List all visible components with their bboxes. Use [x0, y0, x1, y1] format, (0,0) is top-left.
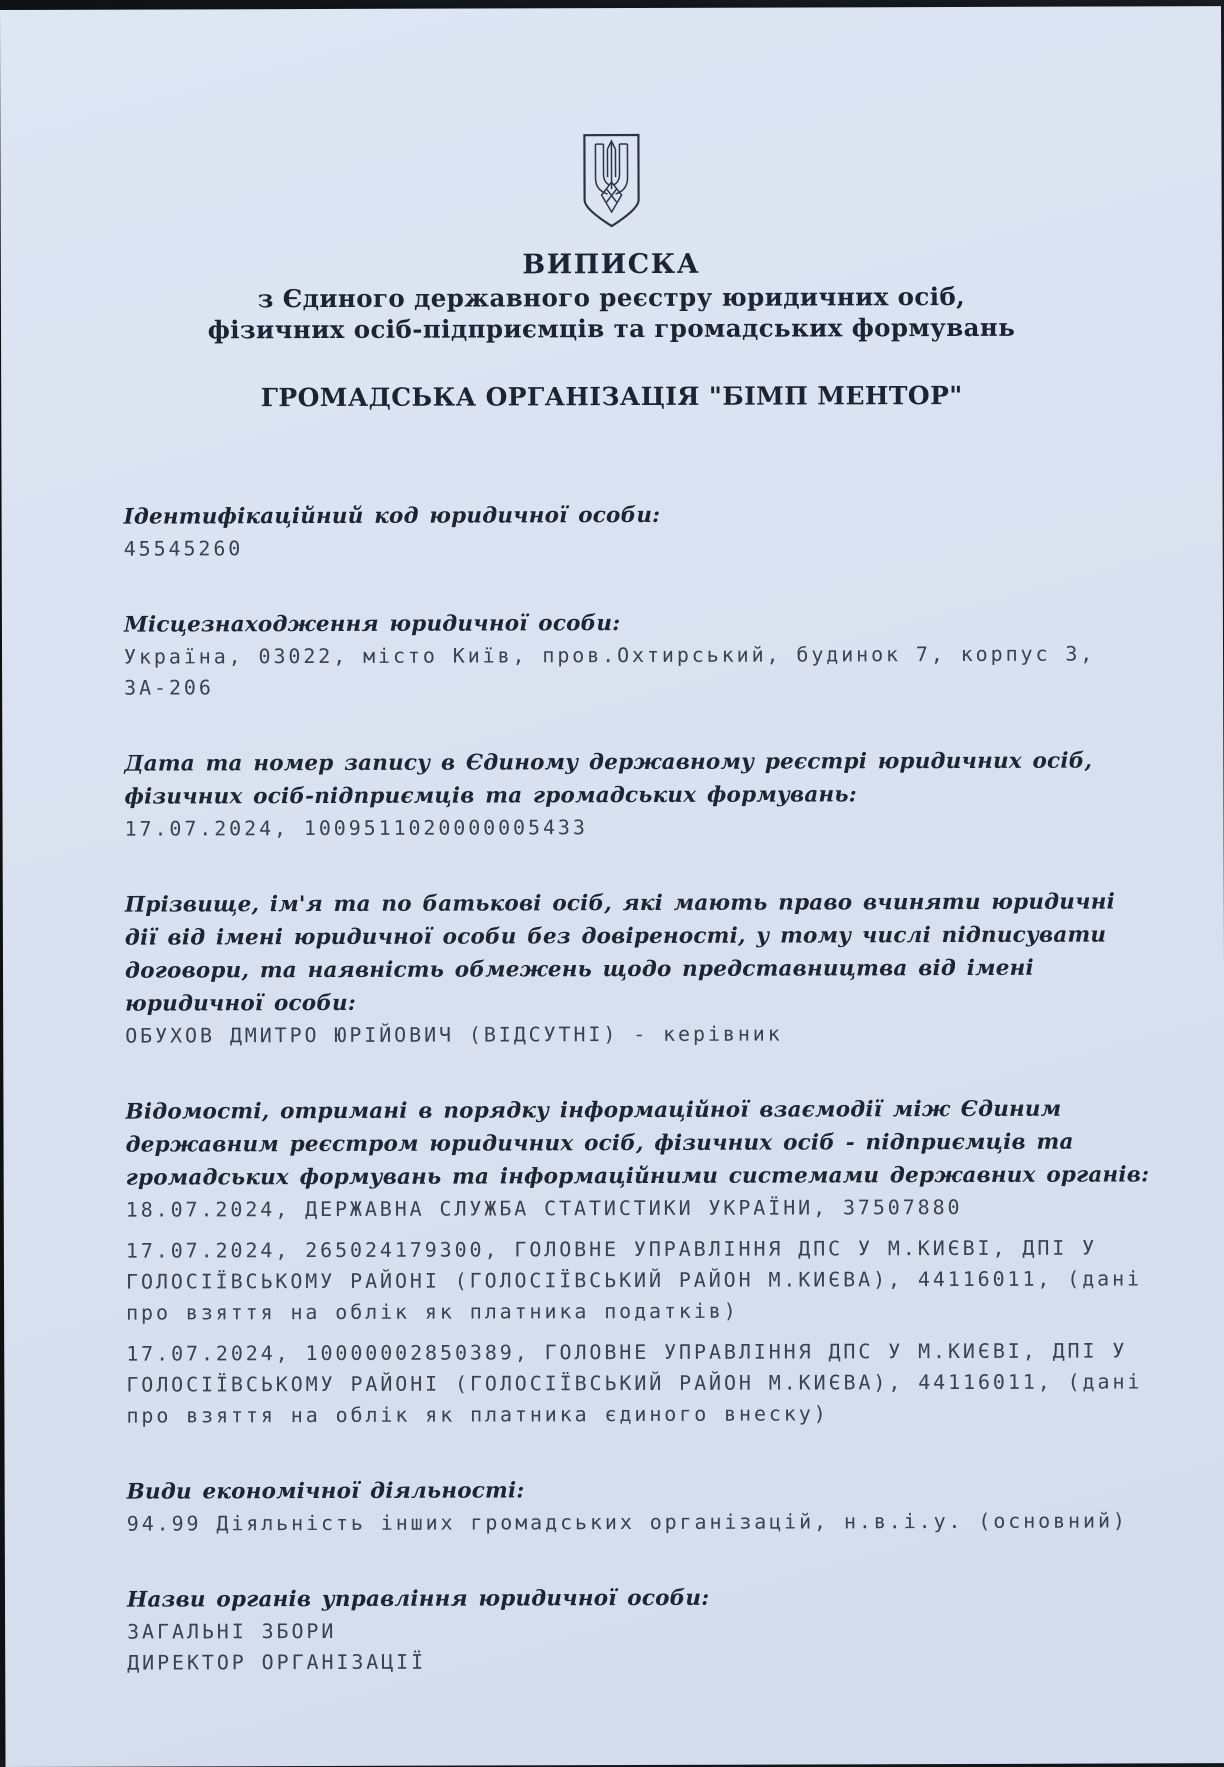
section-state-registers-info — [125, 1092, 1152, 1431]
document-page — [0, 6, 1224, 1767]
authorized-person-value: ОБУХОВ ДМИТРО ЮРІЙОВИЧ (ВІДСУТНІ) - керівник — [125, 1021, 783, 1048]
document-body — [124, 497, 1154, 1678]
section-registry-record — [124, 744, 1150, 844]
social-contribution-record: 17.07.2024, 10000002850389, ГОЛОВНЕ УПРАВЛІННЯ ДПС У М.КИЄВІ, ДПІ У ГОЛОСІЇВСЬКОМУ РАЙОНІ (ГОЛОСІЇВСЬКИЙ РАЙОН М.КИЄВА), 44116011, (дані про взяття на облік як платника єдиного внеску) — [126, 1338, 1143, 1428]
document-subtitle-line2: фізичних осіб-підприємців та громадських формувань — [207, 312, 1016, 345]
organization-name: ГРОМАДСЬКА ОРГАНІЗАЦІЯ "БІМП МЕНТОР" — [260, 380, 963, 413]
ukraine-trident-emblem — [580, 132, 642, 229]
section-heading: Види економічної діяльності: — [126, 1478, 525, 1505]
document-title: ВИПИСКА — [522, 248, 701, 281]
document-header — [1, 247, 1222, 346]
section-authorized-persons — [125, 885, 1152, 1051]
tax-registration-record: 17.07.2024, 265024179300, ГОЛОВНЕ УПРАВЛІННЯ ДПС У М.КИЄВІ, ДПІ У ГОЛОСІЇВСЬКОМУ РАЙОНІ (ГОЛОСІЇВСЬКИЙ РАЙОН М.КИЄВА), 44116011, (дані про взяття на облік як платника податків) — [125, 1235, 1143, 1325]
document-subtitle-line1: з Єдиного державного реєстру юридичних осіб, — [257, 281, 966, 314]
section-heading: Назви органів управління юридичної особи: — [126, 1585, 710, 1613]
statistics-service-record: 18.07.2024, ДЕРЖАВНА СЛУЖБА СТАТИСТИКИ УКРАЇНИ, 37507880 — [125, 1194, 963, 1222]
section-economic-activities — [127, 1472, 1153, 1539]
governing-body-general-meeting: ЗАГАЛЬНІ ЗБОРИ — [127, 1618, 337, 1644]
section-governing-bodies — [127, 1580, 1153, 1678]
section-identification-code — [124, 497, 1150, 564]
section-heading: Ідентифікаційний код юридичної особи: — [123, 502, 661, 530]
identification-code-value: 45545260 — [123, 536, 244, 561]
governing-body-director: ДИРЕКТОР ОРГАНІЗАЦІЇ — [127, 1649, 427, 1675]
registry-record-value: 17.07.2024, 1009511020000005433 — [124, 815, 588, 841]
section-heading: Відомості, отримані в порядку інформаційної взаємодії між Єдиним державним реєстром юридичних осіб, фізичних осіб - підприємців та громадських формувань та інформаційними системами державних органів: — [125, 1096, 1150, 1191]
section-legal-address — [124, 605, 1150, 703]
legal-address-value: Україна, 03022, місто Київ, пров.Охтирський, будинок 7, корпус 3, 3А-206 — [123, 641, 1096, 700]
section-heading: Прізвище, ім'я та по батькові осіб, які мають право вчиняти юридичні дії від імені юридичної особи без довіреності, у тому числі підписувати договори, та наявність обмежень щодо представництва від імені юридичної особи: — [124, 889, 1115, 1017]
section-heading: Місцезнаходження юридичної особи: — [123, 611, 621, 638]
section-heading: Дата та номер запису в Єдиному державному реєстрі юридичних осіб, фізичних осіб-підприємців та громадських формувань: — [124, 748, 1093, 810]
economic-activity-value: 94.99 Діяльність інших громадських організацій, н.в.і.у. (основний) — [126, 1508, 1128, 1536]
